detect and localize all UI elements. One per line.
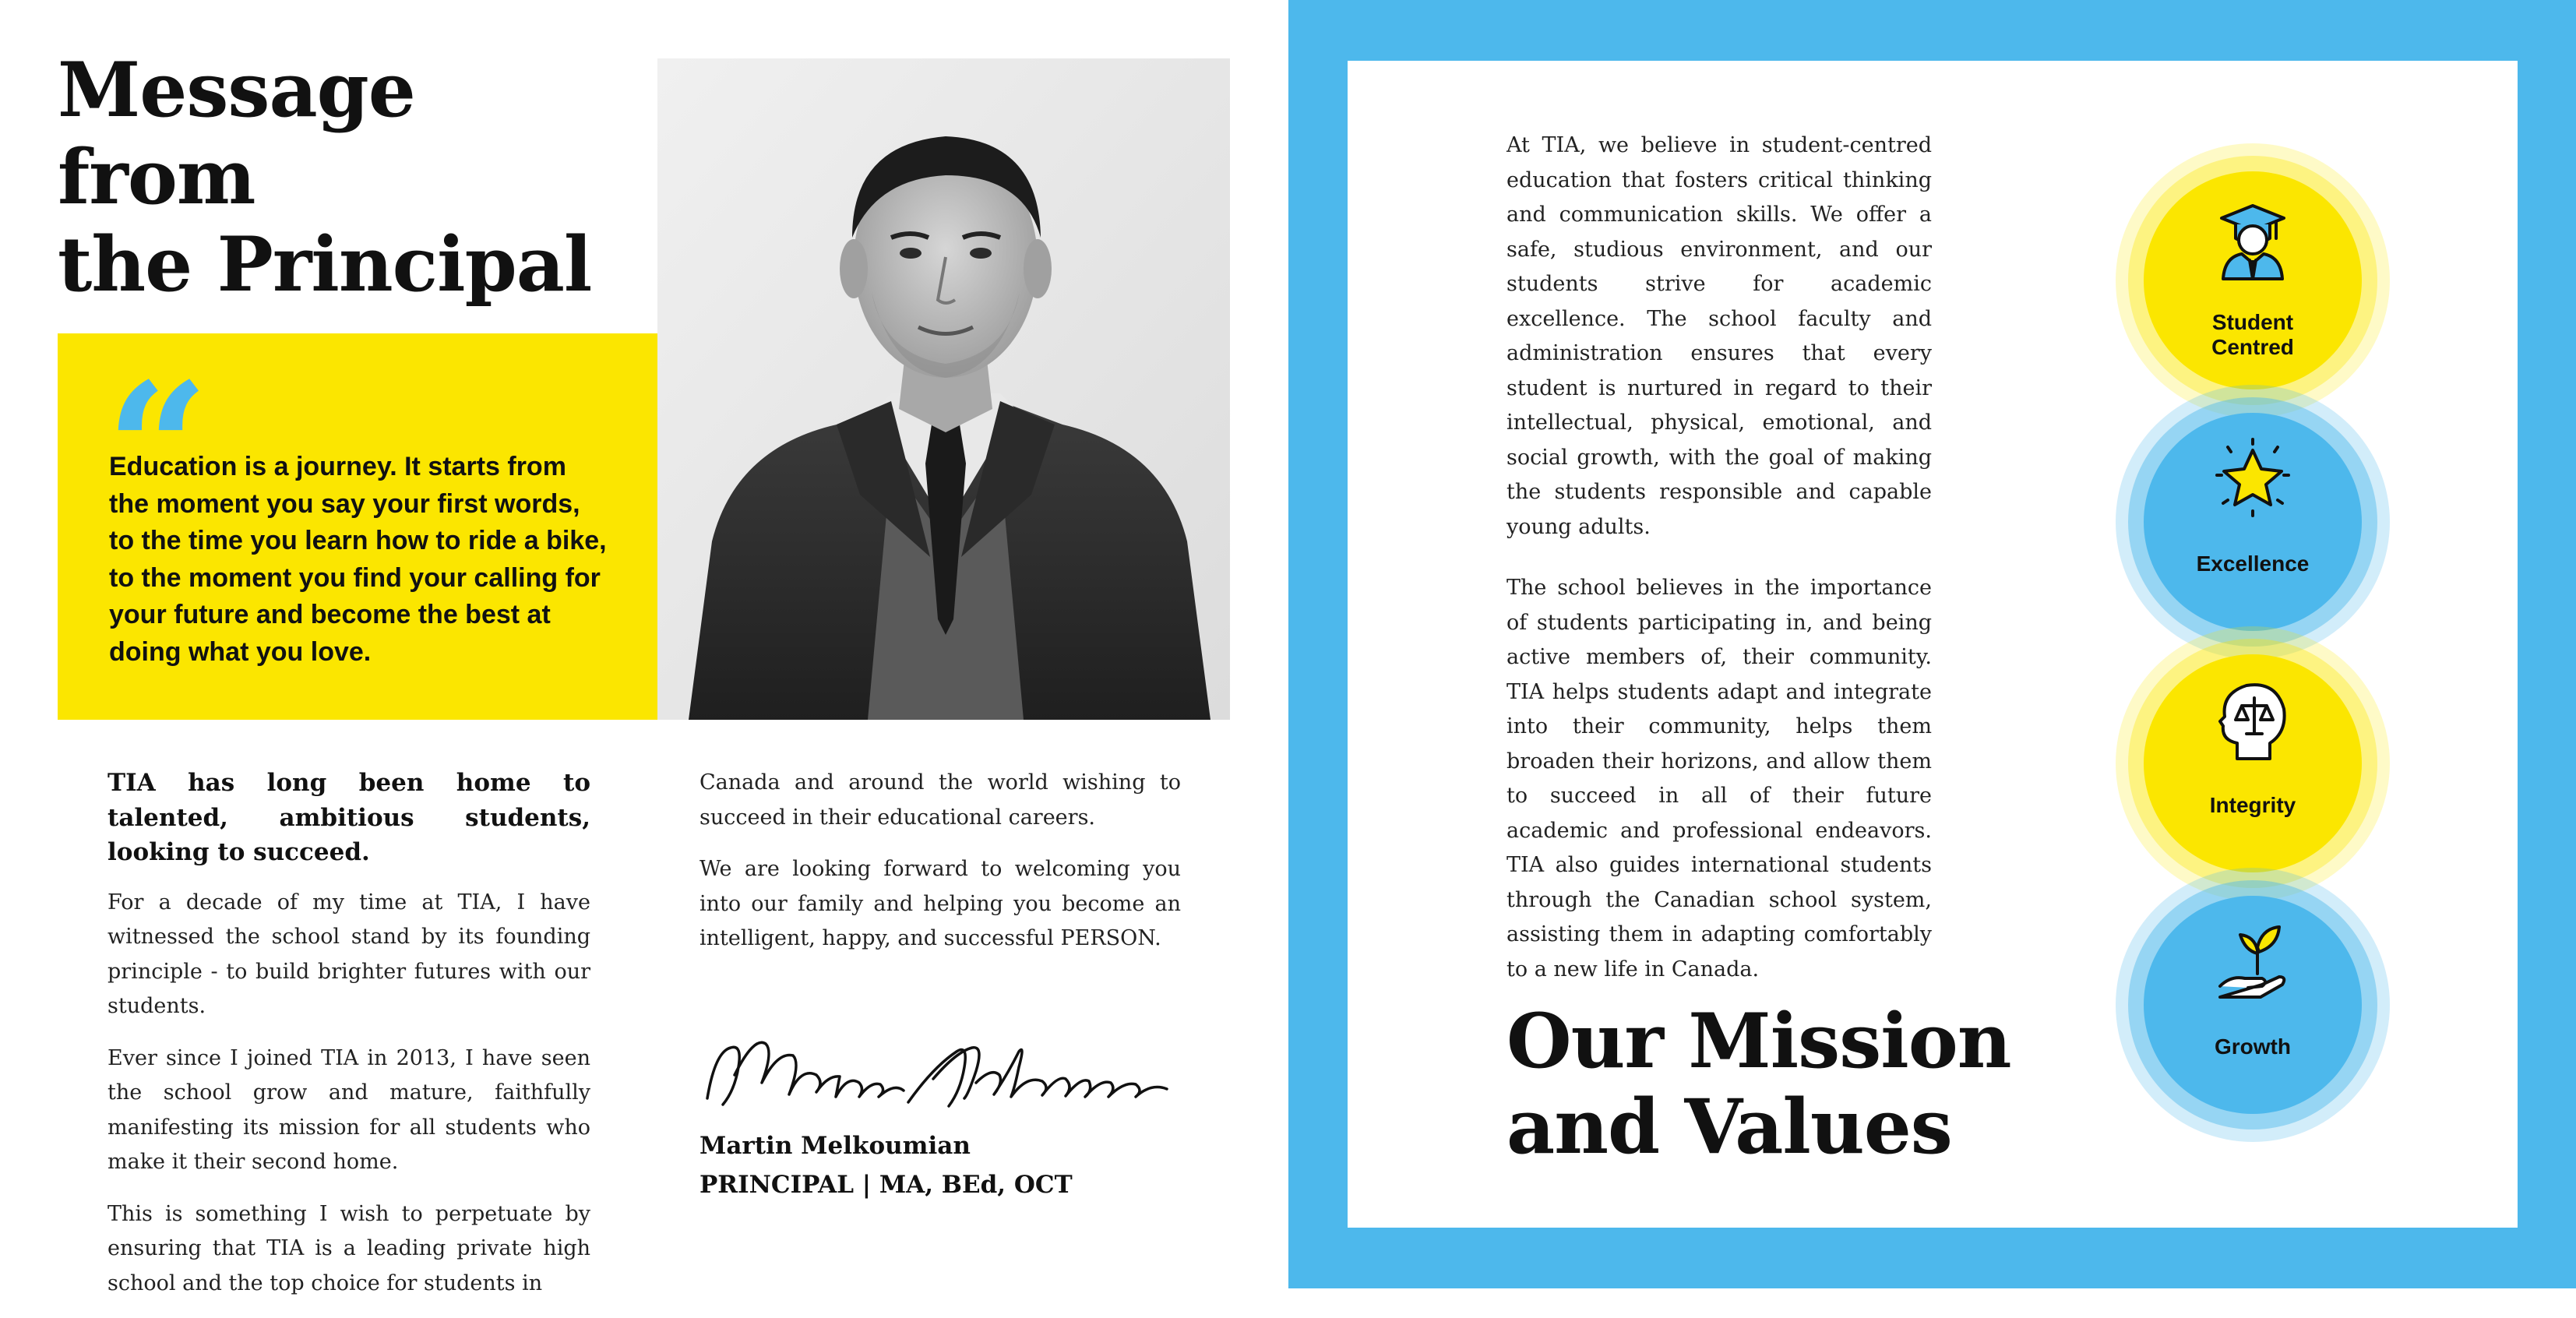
value-label-line-2: Centred — [2211, 335, 2294, 359]
mission-paragraph-1: At TIA, we believe in student-centred education that fosters critical thinking and communication skills. We offer a safe, studious environment, and our students strive for academic excellence. The school faculty and administration ensures that every student is nurtured in regard to their intellectual, physical, emotional, and social growth, with the goal of making the students responsible and capable young adults. — [1506, 133, 1932, 539]
message-paragraph-5: We are looking forward to welcoming you into our family and helping you become an intelligent, happy, and successful PERSON. — [700, 857, 1181, 950]
value-badge-excellence — [2113, 382, 2393, 662]
page-title — [58, 47, 618, 308]
hand-plant-icon — [2214, 919, 2292, 1005]
badge-rings — [2113, 140, 2393, 421]
quote-text: Education is a journey. It starts from the moment you say your first words, to the time you learn how to ride a bike, to the moment you find your calling for your future and become the best at doing what you love. — [109, 452, 607, 667]
badge-rings — [2113, 865, 2393, 1145]
value-label-line-1: Student — [2211, 310, 2294, 334]
signer-title: PRINCIPAL | MA, BEd, OCT — [700, 1171, 1073, 1199]
badge-rings — [2113, 382, 2393, 662]
signer-name: Martin Melkoumian — [700, 1132, 971, 1160]
title-line-2: the Principal — [58, 220, 592, 308]
title-line-1: Message from — [58, 46, 415, 221]
head-scales-icon — [2214, 678, 2292, 763]
mission-title-line-2: and Values — [1506, 1083, 1952, 1171]
value-badge-integrity — [2113, 623, 2393, 904]
lead-text: TIA has long been home to talented, ambitious students, looking to succeed. — [107, 769, 590, 866]
value-badge-student-centred — [2113, 140, 2393, 421]
mission-column — [1506, 129, 1932, 1013]
message-paragraph-4: Canada and around the world wishing to succeed in their educational careers. — [700, 770, 1181, 830]
value-label: Integrity — [2209, 793, 2296, 817]
mission-paragraph-2: The school believes in the importance of students participating in, and being active members of, their community. TIA helps students adapt and integrate into their community, helps them broaden their horizons, and allow them to succeed in all of their future academic and professional endeavors. TIA also guides international students through the Canadian school system, assisting them in adapting comfortably to a new life in Canada. — [1506, 576, 1932, 981]
star-icon — [2214, 436, 2292, 522]
message-column-right — [700, 766, 1181, 974]
message-paragraph-1: For a decade of my time at TIA, I have witnessed the school stand by its founding principle - to build brighter futures with our students. — [107, 890, 590, 1018]
quote-mark-icon: “ — [106, 344, 210, 555]
badge-rings — [2113, 623, 2393, 904]
mission-title-line-1: Our Mission — [1506, 997, 2011, 1085]
quote-box — [58, 333, 657, 720]
value-badge-growth — [2113, 865, 2393, 1145]
value-label: Excellence — [2196, 552, 2310, 576]
message-column-left — [107, 766, 590, 1318]
message-paragraph-2: Ever since I joined TIA in 2013, I have seen the school grow and mature, faithfully manifesting its mission for all students who make it their second home. — [107, 1045, 590, 1174]
value-label: Growth — [2215, 1034, 2291, 1059]
principal-portrait — [657, 58, 1230, 720]
graduate-icon — [2214, 195, 2292, 280]
mission-title — [1506, 999, 2052, 1170]
signature-image — [700, 1020, 1182, 1122]
message-paragraph-3: This is something I wish to perpetuate by ensuring that TIA is a leading private high school and the top choice for students in — [107, 1201, 590, 1295]
